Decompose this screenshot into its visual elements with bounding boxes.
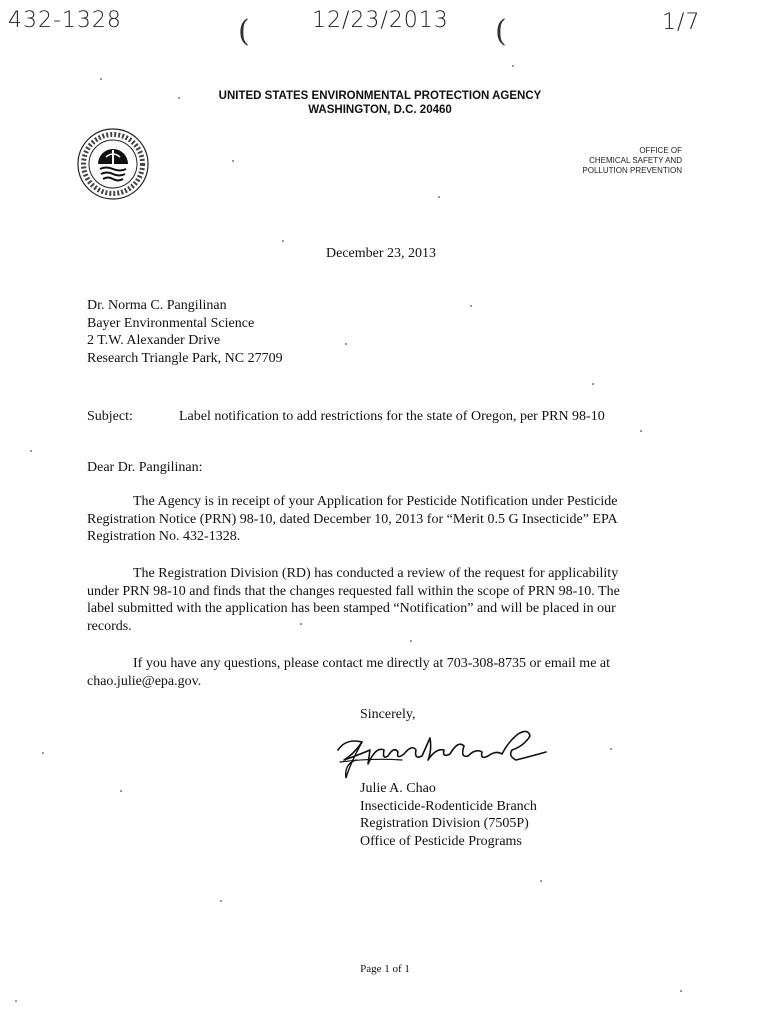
handwritten-page-count: 1/7 [662, 10, 701, 35]
signer-name: Julie A. Chao [360, 781, 436, 796]
epa-seal-logo [76, 127, 150, 201]
subject-label: Subject: [87, 409, 133, 424]
body-paragraph-1 [87, 493, 687, 546]
body-paragraph-2 [87, 565, 687, 635]
scan-speck [282, 240, 284, 242]
scan-speck [100, 78, 102, 80]
signer-office: Office of Pesticide Programs [360, 833, 522, 849]
seal-icon [76, 127, 150, 201]
paragraph-line: records. [87, 618, 132, 634]
scan-speck [512, 65, 514, 67]
paragraph-line: Registration No. 432-1328. [87, 529, 241, 544]
scan-speck [410, 640, 412, 642]
agency-name: UNITED STATES ENVIRONMENTAL PROTECTION AGENCY [218, 90, 542, 102]
scan-speck [470, 305, 472, 307]
scan-speck [345, 343, 347, 345]
recipient-name: Dr. Norma C. Pangilinan [87, 298, 227, 313]
paragraph-line: The Agency is in receipt of your Application for Pesticide Notification under Pesticide [133, 494, 618, 509]
scan-speck [540, 880, 542, 882]
subject-text: Label notification to add restrictions for the state of Oregon, per PRN 98-10 [179, 409, 605, 424]
office-line-2: CHEMICAL SAFETY AND [589, 156, 682, 165]
agency-address: WASHINGTON, D.C. 20460 [308, 104, 452, 116]
scan-speck [30, 450, 32, 452]
right-parenthesis-mark: ( [495, 14, 507, 49]
scan-speck [120, 790, 122, 792]
scan-speck [438, 196, 440, 198]
scan-speck [42, 752, 44, 754]
paragraph-line: chao.julie@epa.gov. [87, 673, 202, 689]
signer-branch: Insecticide-Rodenticide Branch [360, 798, 537, 814]
agency-header [190, 89, 570, 117]
scan-speck [680, 990, 682, 992]
scan-speck [610, 748, 612, 750]
recipient-city: Research Triangle Park, NC 27709 [87, 350, 283, 366]
recipient-address [87, 297, 283, 367]
scan-speck [220, 900, 222, 902]
scan-speck [592, 383, 594, 385]
page-footer: Page 1 of 1 [360, 963, 410, 975]
recipient-street: 2 T.W. Alexander Drive [87, 333, 221, 348]
scan-speck [640, 430, 642, 432]
paragraph-line: under PRN 98-10 and finds that the changes requested fall within the scope of PRN 98-10. The [87, 583, 620, 599]
signature-icon [332, 720, 552, 782]
scan-speck [232, 160, 234, 162]
paragraph-line: If you have any questions, please contact me directly at 703-308-8735 or email me at [133, 656, 611, 671]
handwritten-registration-number: 432-1328 [8, 8, 122, 33]
letter-date: December 23, 2013 [326, 246, 437, 261]
scan-speck [178, 97, 180, 99]
handwritten-date: 12/23/2013 [312, 8, 449, 33]
office-line-1: OFFICE OF [639, 146, 682, 155]
office-line-3: POLLUTION PREVENTION [582, 166, 682, 175]
signer-block [360, 780, 537, 850]
paragraph-line: label submitted with the application has been stamped “Notification” and will be placed in our [87, 601, 616, 616]
handwritten-signature [332, 720, 552, 782]
scan-speck [300, 623, 302, 625]
recipient-organization: Bayer Environmental Science [87, 315, 255, 331]
salutation: Dear Dr. Pangilinan: [87, 460, 203, 475]
signer-division: Registration Division (7505P) [360, 816, 529, 831]
paragraph-line: Registration Notice (PRN) 98-10, dated December 10, 2013 for “Merit 0.5 G Insecticide” EPA [87, 511, 618, 527]
closing: Sincerely, [360, 707, 416, 722]
office-block [520, 146, 682, 176]
scan-speck [15, 1000, 17, 1002]
paragraph-line: The Registration Division (RD) has conducted a review of the request for applicability [133, 566, 619, 581]
left-parenthesis-mark: ( [238, 14, 250, 49]
body-paragraph-3 [87, 655, 687, 690]
